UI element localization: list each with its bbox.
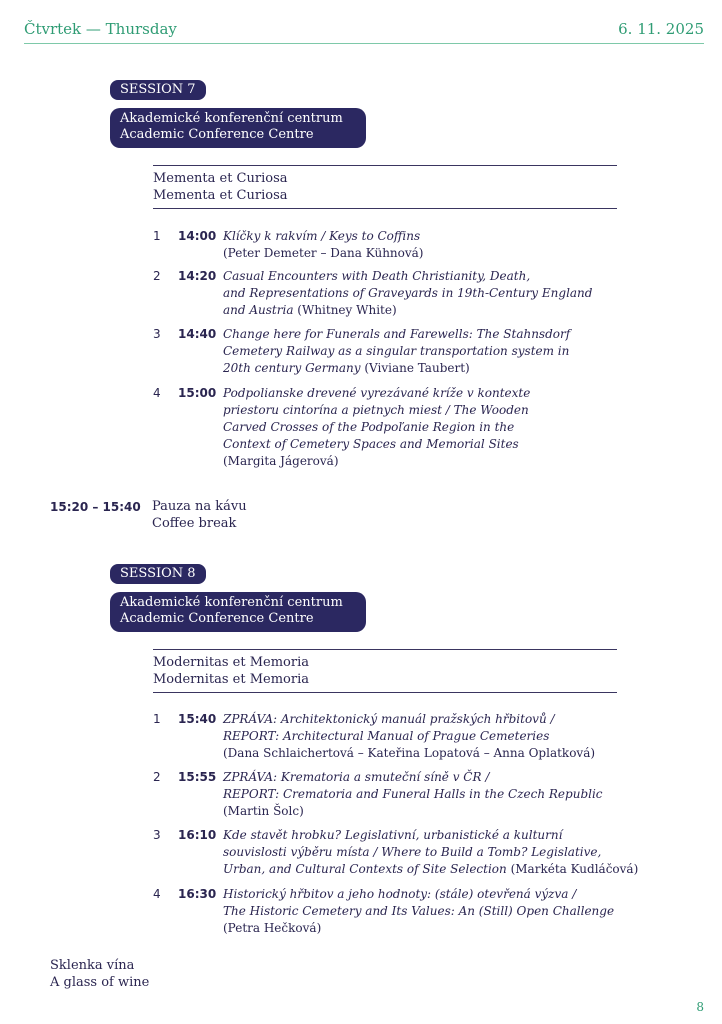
- talk-body: [223, 827, 643, 878]
- talk-title-line: [223, 268, 643, 285]
- theme-en: Mementa et Curiosa: [153, 188, 288, 203]
- talk-authors: (Dana Schlaichertová – Kateřina Lopatová – Anna Oplatková): [223, 746, 596, 760]
- talk-number: 4: [153, 386, 161, 400]
- talk-title: Klíčky k rakvím / Keys to Coffins: [223, 229, 421, 243]
- talk-title: Podpolianske drevené vyrezávané kríže v kontexte: [223, 386, 531, 400]
- talk-title-line: [223, 402, 643, 419]
- talk-body: [223, 711, 643, 762]
- talk-title: The Historic Cemetery and Its Values: An (Still) Open Challenge: [223, 904, 615, 918]
- theme-cz: Mementa et Curiosa: [153, 171, 288, 186]
- talk-title: Carved Crosses of the Podpoľanie Region in the: [223, 420, 515, 434]
- session-badge: SESSION 7: [110, 80, 206, 100]
- talk-title-line: [223, 769, 643, 786]
- talk-time: 14:00: [178, 229, 217, 243]
- talk-number: 3: [153, 828, 161, 842]
- talk-title: ZPRÁVA: Architektonický manuál pražských hřbitovů /: [223, 712, 555, 726]
- talk-title: and Austria: [223, 303, 294, 317]
- talk-number: 2: [153, 269, 161, 283]
- talk-title-line: [223, 302, 643, 319]
- talk-number: 3: [153, 327, 161, 341]
- venue-box: [110, 108, 366, 148]
- theme-en: Modernitas et Memoria: [153, 672, 310, 687]
- talk-title: ZPRÁVA: Krematoria a smuteční síně v ČR /: [223, 770, 490, 784]
- talk-title: and Representations of Graveyards in 19th-Century England: [223, 286, 593, 300]
- talk-title: Context of Cemetery Spaces and Memorial Sites: [223, 437, 519, 451]
- talk-time: 14:20: [178, 269, 217, 283]
- talk-title-line: [223, 728, 643, 745]
- venue-en: Academic Conference Centre: [120, 127, 314, 142]
- talk-title: priestoru cintorína a pietnych miest / The Wooden: [223, 403, 529, 417]
- talk-title: Cemetery Railway as a singular transportation system in: [223, 344, 570, 358]
- closing-cz: Sklenka vína: [50, 958, 135, 973]
- talk-authors: (Margita Jágerová): [223, 454, 339, 468]
- page-header: [24, 20, 704, 44]
- talk-title-line: [223, 228, 643, 245]
- talk-title-line: [223, 436, 643, 453]
- talk-body: [223, 886, 643, 937]
- talk-title-line: [223, 285, 643, 302]
- talk-body: [223, 385, 643, 470]
- talk-body: [223, 228, 643, 262]
- closing-en: A glass of wine: [50, 975, 150, 990]
- talk-title-line: [223, 844, 643, 861]
- talk-body: [223, 769, 643, 820]
- talk-time: 15:00: [178, 386, 217, 400]
- talk-number: 1: [153, 712, 161, 726]
- talk-title-line: [223, 385, 643, 402]
- talk-authors: (Peter Demeter – Dana Kühnová): [223, 246, 424, 260]
- talk-title-line: [223, 326, 643, 343]
- break-cz: Pauza na kávu: [152, 499, 247, 514]
- talk-title-line: [223, 419, 643, 436]
- talk-time: 15:55: [178, 770, 217, 784]
- talk-title-line: [223, 903, 643, 920]
- break-time: 15:20 – 15:40: [50, 500, 141, 514]
- talk-number: 2: [153, 770, 161, 784]
- venue-cz: Akademické konferenční centrum: [120, 111, 343, 126]
- talk-time: 15:40: [178, 712, 217, 726]
- talk-title: Change here for Funerals and Farewells: The Stahnsdorf: [223, 327, 571, 341]
- talk-authors: (Whitney White): [293, 303, 397, 317]
- talk-title: Urban, and Cultural Contexts of Site Selection: [223, 862, 507, 876]
- talk-number: 4: [153, 887, 161, 901]
- talk-time: 16:10: [178, 828, 217, 842]
- talk-title-line: [223, 827, 643, 844]
- talk-number: 1: [153, 229, 161, 243]
- talk-title: 20th century Germany: [223, 361, 361, 375]
- talk-title-line: [223, 861, 643, 878]
- talk-time: 14:40: [178, 327, 217, 341]
- talk-title-line: [223, 360, 643, 377]
- day-label: Čtvrtek — Thursday: [24, 20, 177, 38]
- talk-body: [223, 268, 643, 319]
- closing-event: [50, 957, 149, 991]
- venue-cz: Akademické konferenční centrum: [120, 595, 343, 610]
- date-label: 6. 11. 2025: [618, 20, 704, 38]
- talk-authors: (Martin Šolc): [223, 804, 304, 818]
- theme-cz: Modernitas et Memoria: [153, 655, 310, 670]
- session-theme: [153, 649, 617, 693]
- break-en: Coffee break: [152, 516, 237, 531]
- talk-body: [223, 326, 643, 377]
- talk-authors: (Markéta Kudláčová): [506, 862, 639, 876]
- venue-en: Academic Conference Centre: [120, 611, 314, 626]
- coffee-break: [152, 498, 247, 532]
- talk-title: REPORT: Crematoria and Funeral Halls in the Czech Republic: [223, 787, 603, 801]
- talk-title: REPORT: Architectural Manual of Prague Cemeteries: [223, 729, 550, 743]
- talk-title-line: [223, 343, 643, 360]
- talk-title-line: [223, 786, 643, 803]
- talk-title: Historický hřbitov a jeho hodnoty: (stále) otevřená výzva /: [223, 887, 577, 901]
- talk-title: Kde stavět hrobku? Legislativní, urbanistické a kulturní: [223, 828, 563, 842]
- talk-title-line: [223, 711, 643, 728]
- talk-title: souvislosti výběru místa / Where to Build a Tomb? Legislative,: [223, 845, 602, 859]
- talk-authors: (Viviane Taubert): [360, 361, 470, 375]
- page-number: 8: [696, 1000, 704, 1014]
- venue-box: [110, 592, 366, 632]
- session-badge: SESSION 8: [110, 564, 206, 584]
- talk-time: 16:30: [178, 887, 217, 901]
- talk-authors: (Petra Hečková): [223, 921, 322, 935]
- session-theme: [153, 165, 617, 209]
- talk-title: Casual Encounters with Death Christianity, Death,: [223, 269, 531, 283]
- talk-title-line: [223, 886, 643, 903]
